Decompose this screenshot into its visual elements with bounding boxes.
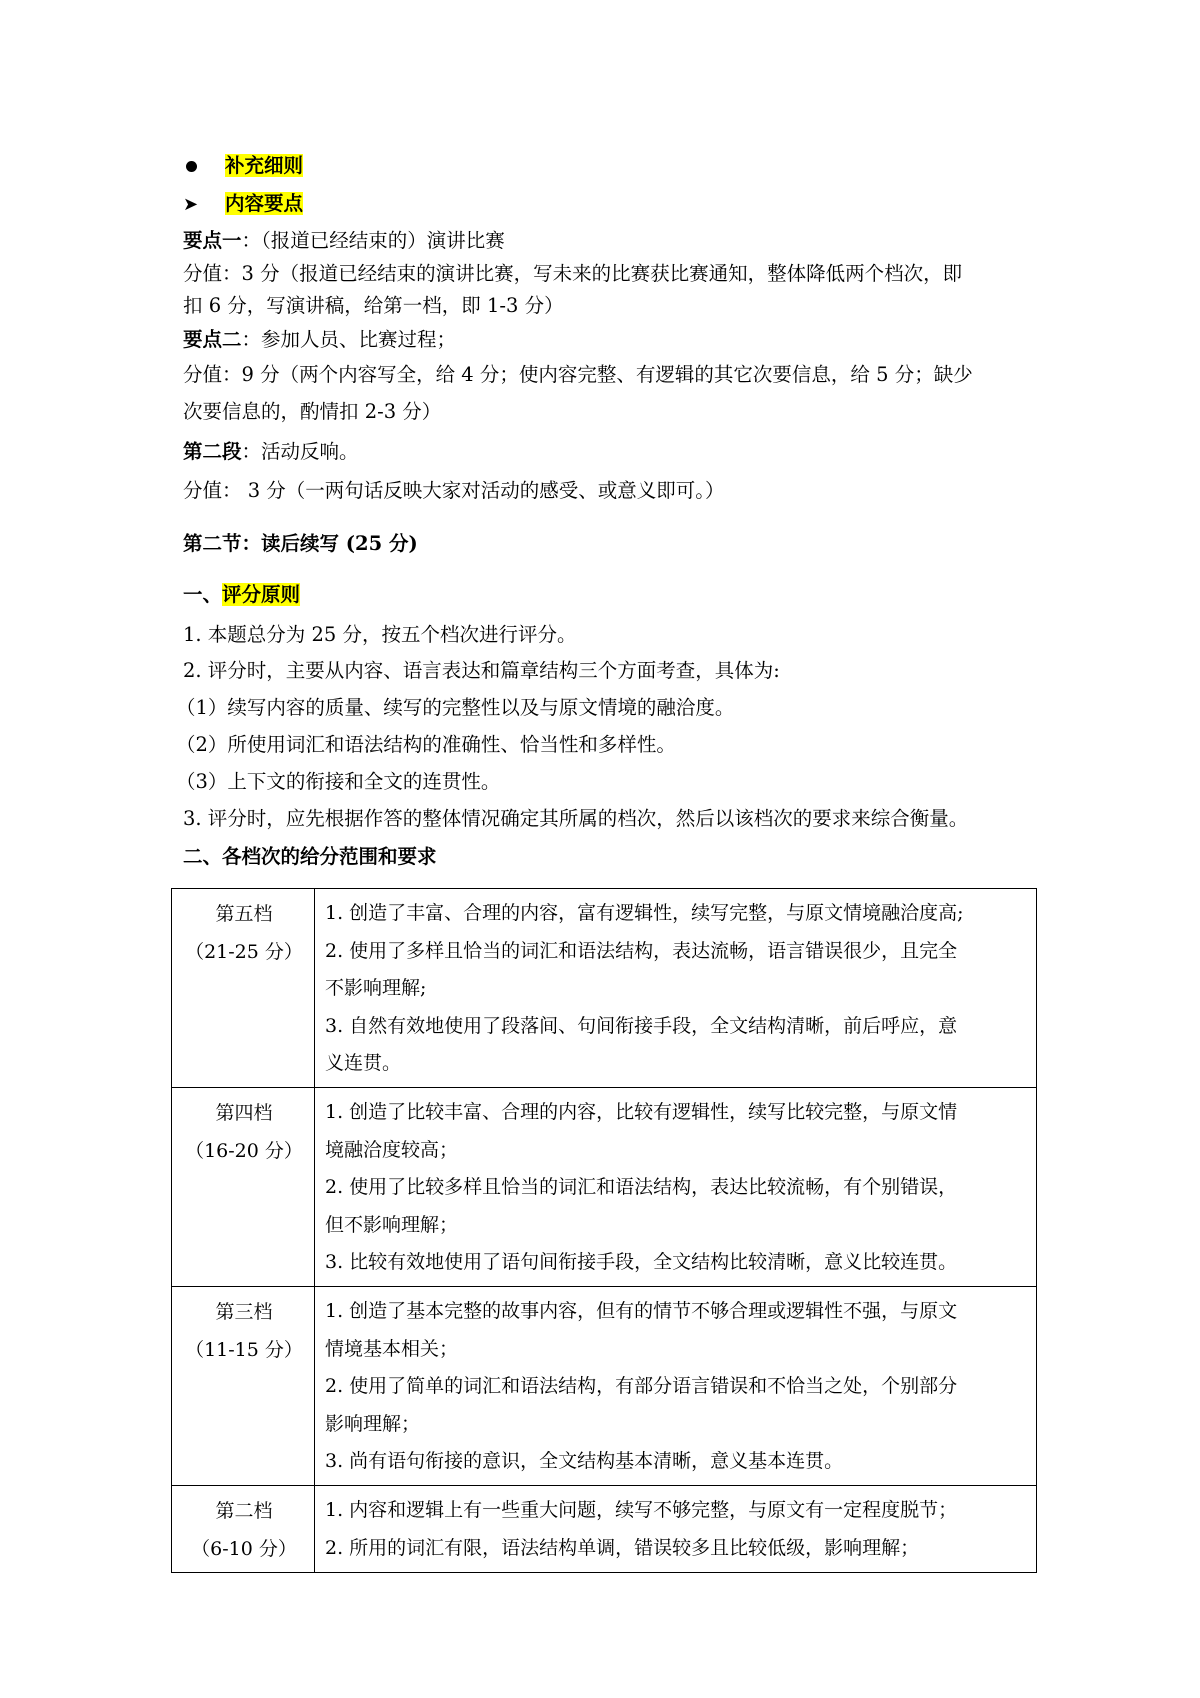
desc-line: 3. 尚有语句衔接的意识，全文结构基本清晰，意义基本连贯。 <box>325 1450 844 1473</box>
level-range: （21-25 分） <box>185 941 303 963</box>
table-row <box>172 1286 1037 1485</box>
desc-line: 3. 自然有效地使用了段落间、句间衔接手段，全文结构清晰，前后呼应，意 <box>325 1014 958 1037</box>
supplement-title: 补充细则 <box>225 154 304 177</box>
rule-2: 2. 评分时，主要从内容、语言表达和篇章结构三个方面考查，具体为: <box>183 659 780 682</box>
level-cell <box>172 1485 315 1572</box>
desc-line: 情境基本相关； <box>325 1337 459 1360</box>
rule-1: 1. 本题总分为 25 分，按五个档次进行评分。 <box>183 623 577 646</box>
desc-line: 2. 使用了多样且恰当的词汇和语法结构，表达流畅，语言错误很少，且完全 <box>325 939 958 962</box>
desc-line: 1. 创造了比较丰富、合理的内容，比较有逻辑性，续写比较完整，与原文情 <box>325 1100 958 1123</box>
desc-cell <box>315 1286 1037 1485</box>
para2-score: 分值： 3 分（一两句话反映大家对活动的感受、或意义即可。） <box>183 479 725 502</box>
level-range: （11-15 分） <box>185 1338 303 1361</box>
level-cell <box>172 1087 315 1286</box>
desc-cell <box>315 1485 1037 1572</box>
para2: 第二段：活动反响。 <box>183 440 359 463</box>
level-cell <box>172 1286 315 1485</box>
grade-table <box>171 888 1037 1573</box>
desc-line: 2. 所用的词汇有限，语法结构单调，错误较多且比较低级，影响理解； <box>325 1536 920 1559</box>
point1: 要点一：（报道已经结束的）演讲比赛 <box>183 229 505 252</box>
point2-score-line2: 次要信息的，酌情扣 2-3 分） <box>183 400 442 423</box>
level-name: 第二档 <box>215 1499 273 1522</box>
level-name: 第三档 <box>215 1300 273 1323</box>
desc-cell <box>315 889 1037 1088</box>
point2-score-line1: 分值：9 分（两个内容写全，给 4 分；使内容完整、有逻辑的其它次要信息，给 5 分；缺少 <box>183 363 973 386</box>
table-row <box>172 1087 1037 1286</box>
desc-line: 1. 内容和逻辑上有一些重大问题，续写不够完整，与原文有一定程度脱节； <box>325 1498 958 1521</box>
rule-2-sub-3: （3）上下文的衔接和全文的连贯性。 <box>176 770 501 793</box>
rule-3: 3. 评分时，应先根据作答的整体情况确定其所属的档次，然后以该档次的要求来综合衡量。 <box>183 807 969 830</box>
rule-2-sub-2: （2）所使用词汇和语法结构的准确性、恰当性和多样性。 <box>176 733 676 756</box>
desc-line: 1. 创造了丰富、合理的内容，富有逻辑性，续写完整，与原文情境融洽度高; <box>325 902 964 924</box>
level-name: 第五档 <box>215 903 273 925</box>
desc-line: 境融洽度较高； <box>325 1138 459 1161</box>
levels-title: 二、各档次的给分范围和要求 <box>183 845 437 868</box>
desc-line: 但不影响理解； <box>325 1213 459 1236</box>
desc-line: 影响理解； <box>325 1412 421 1435</box>
desc-line: 2. 使用了比较多样且恰当的词汇和语法结构，表达比较流畅，有个别错误， <box>325 1176 958 1199</box>
level-cell <box>172 889 315 1088</box>
desc-line: 2. 使用了简单的词汇和语法结构，有部分语言错误和不恰当之处，个别部分 <box>325 1375 958 1398</box>
point1-score-line1: 分值：3 分（报道已经结束的演讲比赛，写未来的比赛获比赛通知，整体降低两个档次，即 <box>183 262 963 285</box>
arrow-bullet-icon: ➤ <box>183 194 199 215</box>
point2: 要点二：参加人员、比赛过程； <box>183 328 457 351</box>
desc-cell <box>315 1087 1037 1286</box>
table-row <box>172 1485 1037 1572</box>
desc-line: 3. 比较有效地使用了语句间衔接手段，全文结构比较清晰，意义比较连贯。 <box>325 1251 958 1274</box>
desc-line: 不影响理解; <box>325 977 427 1000</box>
section2-title: 第二节：读后续写 (25 分) <box>183 532 418 555</box>
rule-2-sub-1: （1）续写内容的质量、续写的完整性以及与原文情境的融洽度。 <box>176 696 735 719</box>
principles-heading: 一、评分原则 <box>183 583 301 606</box>
point1-score-line2: 扣 6 分，写演讲稿，给第一档，即 1-3 分） <box>183 294 564 317</box>
desc-line: 义连贯。 <box>325 1052 402 1075</box>
table-row <box>172 889 1037 1088</box>
level-name: 第四档 <box>215 1101 273 1124</box>
level-range: （16-20 分） <box>185 1139 303 1162</box>
desc-line: 1. 创造了基本完整的故事内容，但有的情节不够合理或逻辑性不强，与原文 <box>325 1299 958 1322</box>
content-heading: 内容要点 <box>225 192 304 215</box>
bullet-dot-icon <box>186 161 197 172</box>
level-range: （6-10 分） <box>191 1537 297 1560</box>
